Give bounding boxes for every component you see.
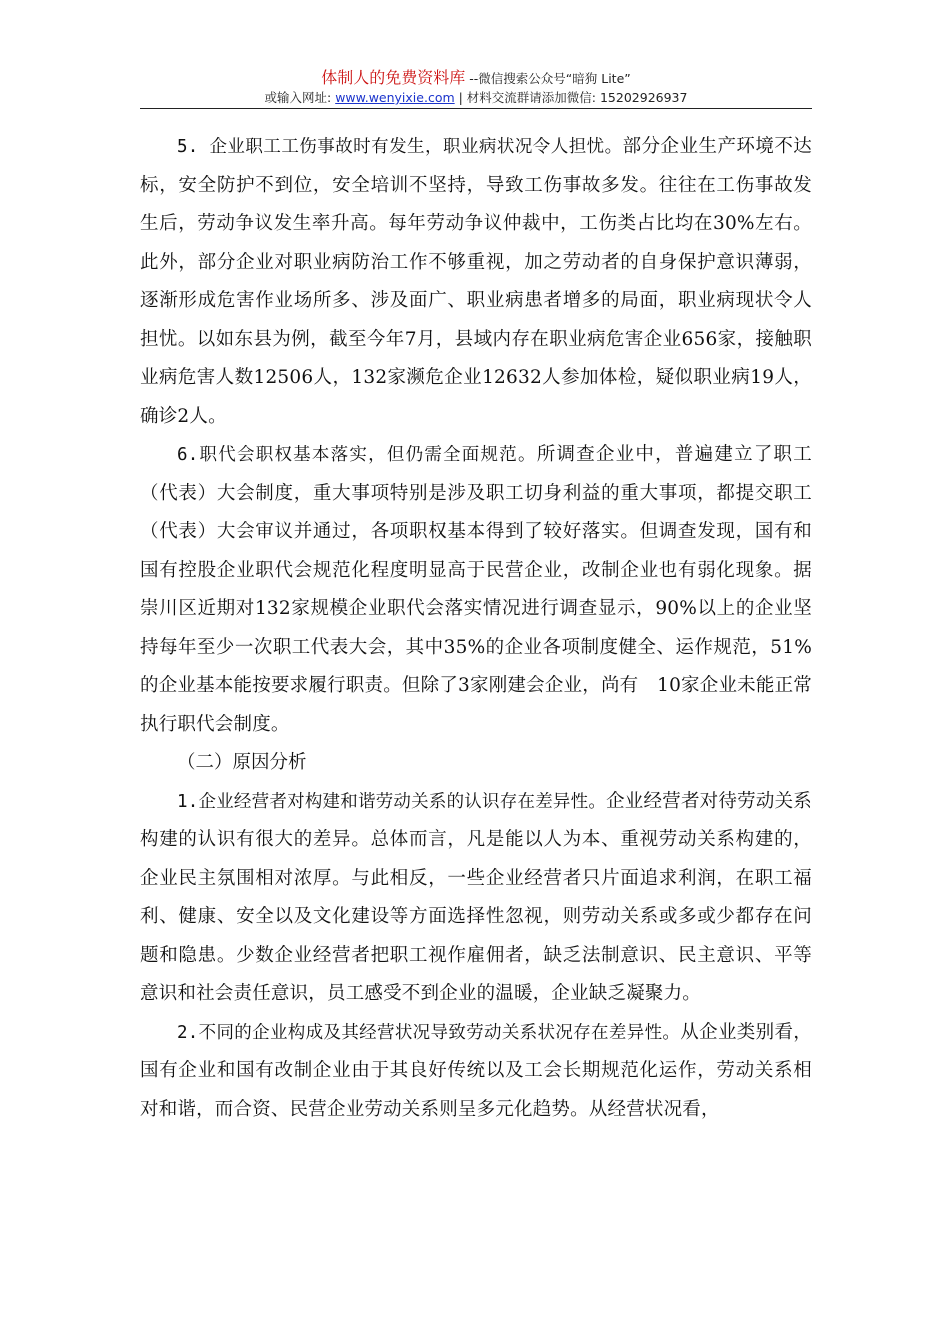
paragraph-item-5-lead: 5. 企业职工工伤事故时有发生，职业病状况令人担忧。 (177, 137, 623, 157)
paragraph-reason-1-body: 企业经营者对待劳动关系构建的认识有很大的差异。总体而言，凡是能以人为本、重视劳动关系构建的，企业民主氛围相对浓厚。与此相反，一些企业经营者只片面追求利润，在职工福利、健康、安全以及文化建设等方面选择性忽视，则劳动关系或多或少都存在问题和隐患。少数企业经营者把职工视作雇佣者，缺乏法制意识、民主意识、平等意识和社会责任意识，员工感受不到企业的温暖，企业缺乏凝聚力。 (140, 790, 812, 1004)
document-body (140, 128, 812, 1129)
paragraph-reason-2-lead: 2.不同的企业构成及其经营状况导致劳动关系状况存在差异性。 (177, 1022, 681, 1043)
header-title-line (140, 68, 812, 89)
header-site-link[interactable]: www.wenyixie.com (335, 90, 455, 105)
paragraph-item-5-body: 部分企业生产环境不达标，安全防护不到位，安全培训不坚持，导致工伤事故多发。往往在工伤事故发生后，劳动争议发生率升高。每年劳动争议仲裁中，工伤类占比均在30%左右。此外，部分企业对职业病防治工作不够重视，加之劳动者的自身保护意识薄弱，逐渐形成危害作业场所多、涉及面广、职业病患者增多的局面，职业病现状令人担忧。以如东县为例，截至今年7月，县域内存在职业病危害企业656家，接触职业病危害人数12506人，132家濒危企业12632人参加体检，疑似职业病19人，确诊2人。 (140, 136, 812, 427)
header-site-suffix: | 材料交流群请添加微信: 15202926937 (454, 90, 688, 105)
header-divider (140, 108, 812, 109)
section-heading-cause-analysis: （二）原因分析 (177, 752, 307, 773)
paragraph-reason-1 (140, 783, 812, 1014)
header-title: 体制人的免费资料库 (321, 68, 466, 87)
header-subtitle: --微信搜索公众号“暗狗 Lite” (465, 71, 631, 86)
paragraph-item-6-lead: 6.职代会职权基本落实，但仍需全面规范。 (177, 445, 537, 465)
header-site-prefix: 或输入网址: (264, 90, 336, 105)
header-contact-line (140, 89, 812, 107)
paragraph-item-6-body: 所调查企业中，普遍建立了职工（代表）大会制度，重大事项特别是涉及职工切身利益的重大事项，都提交职工（代表）大会审议并通过，各项职权基本得到了较好落实。但调查发现，国有和国有控股企业职代会规范化程度明显高于民营企业，改制企业也有弱化现象。据崇川区近期对132家规模企业职代会落实情况进行调查显示，90%以上的企业坚持每年至少一次职工代表大会，其中35%的企业各项制度健全、运作规范，51%的企业基本能按要求履行职责。但除了3家刚建会企业，尚有 10家企业未能正常执行职代会制度。 (140, 444, 812, 735)
paragraph-reason-1-lead: 1.企业经营者对构建和谐劳动关系的认识存在差异性。 (177, 791, 607, 812)
paragraph-item-5 (140, 128, 812, 436)
paragraph-reason-2 (140, 1014, 812, 1130)
paragraph-item-6 (140, 436, 812, 744)
page-header (140, 68, 812, 107)
paragraph-reason-2-body: 从企业类别看，国有企业和国有改制企业由于其良好传统以及工会长期规范化运作，劳动关系相对和谐，而合资、民营企业劳动关系则呈多元化趋势。从经营状况看， (140, 1021, 812, 1120)
